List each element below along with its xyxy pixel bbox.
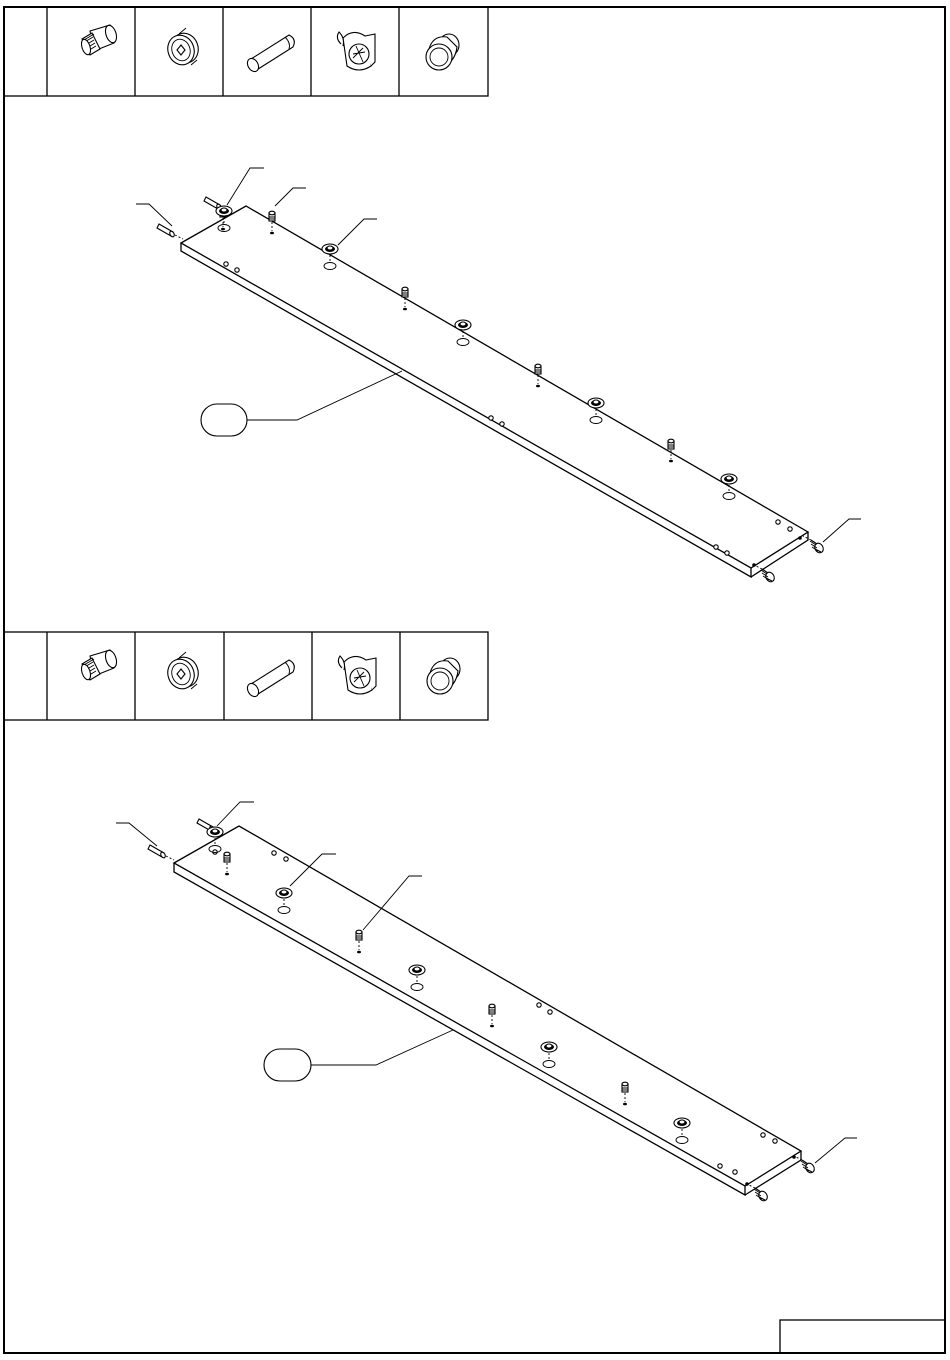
cam-lock-icon (337, 32, 375, 70)
connecting-bolt-icon (164, 652, 203, 693)
shelf-support-pin-icon (426, 34, 459, 70)
wooden-dowel-icon (245, 660, 294, 699)
shelf-support-pin-icon (427, 658, 460, 694)
support-pin (535, 364, 541, 387)
threaded-insert-icon (80, 649, 119, 681)
support-pin (622, 1082, 628, 1105)
threaded-insert (207, 827, 223, 853)
cam-lock (409, 965, 425, 991)
cam-lock (588, 398, 604, 424)
support-pin (356, 930, 362, 953)
panel-bubble (264, 1049, 311, 1081)
panel-2 (148, 819, 816, 1202)
end-dowel (148, 845, 174, 860)
title-block (780, 1320, 945, 1353)
step-2 (4, 632, 857, 1202)
cam-lock (276, 888, 292, 914)
panel-bubble (201, 404, 247, 436)
cam-lock (541, 1042, 557, 1068)
connecting-bolt (803, 536, 825, 554)
end-dowel (157, 224, 183, 239)
support-pin (224, 852, 230, 875)
support-pin (489, 1004, 495, 1027)
threaded-insert-icon (80, 24, 119, 56)
wooden-dowel-icon (245, 35, 294, 74)
cam-lock (322, 244, 338, 270)
sheet-border (4, 7, 945, 1353)
connecting-bolt-icon (164, 28, 203, 69)
hardware-strip-2 (4, 632, 488, 720)
panel-1 (157, 197, 825, 583)
connecting-bolt (794, 1156, 816, 1174)
cam-lock (674, 1118, 690, 1144)
hardware-strip-1 (4, 7, 488, 96)
cam-lock (721, 474, 737, 500)
cam-lock-icon (338, 656, 376, 694)
cam-lock (455, 320, 471, 346)
step-1 (4, 7, 861, 583)
threaded-insert-head (216, 206, 232, 232)
callouts-1 (136, 168, 861, 542)
